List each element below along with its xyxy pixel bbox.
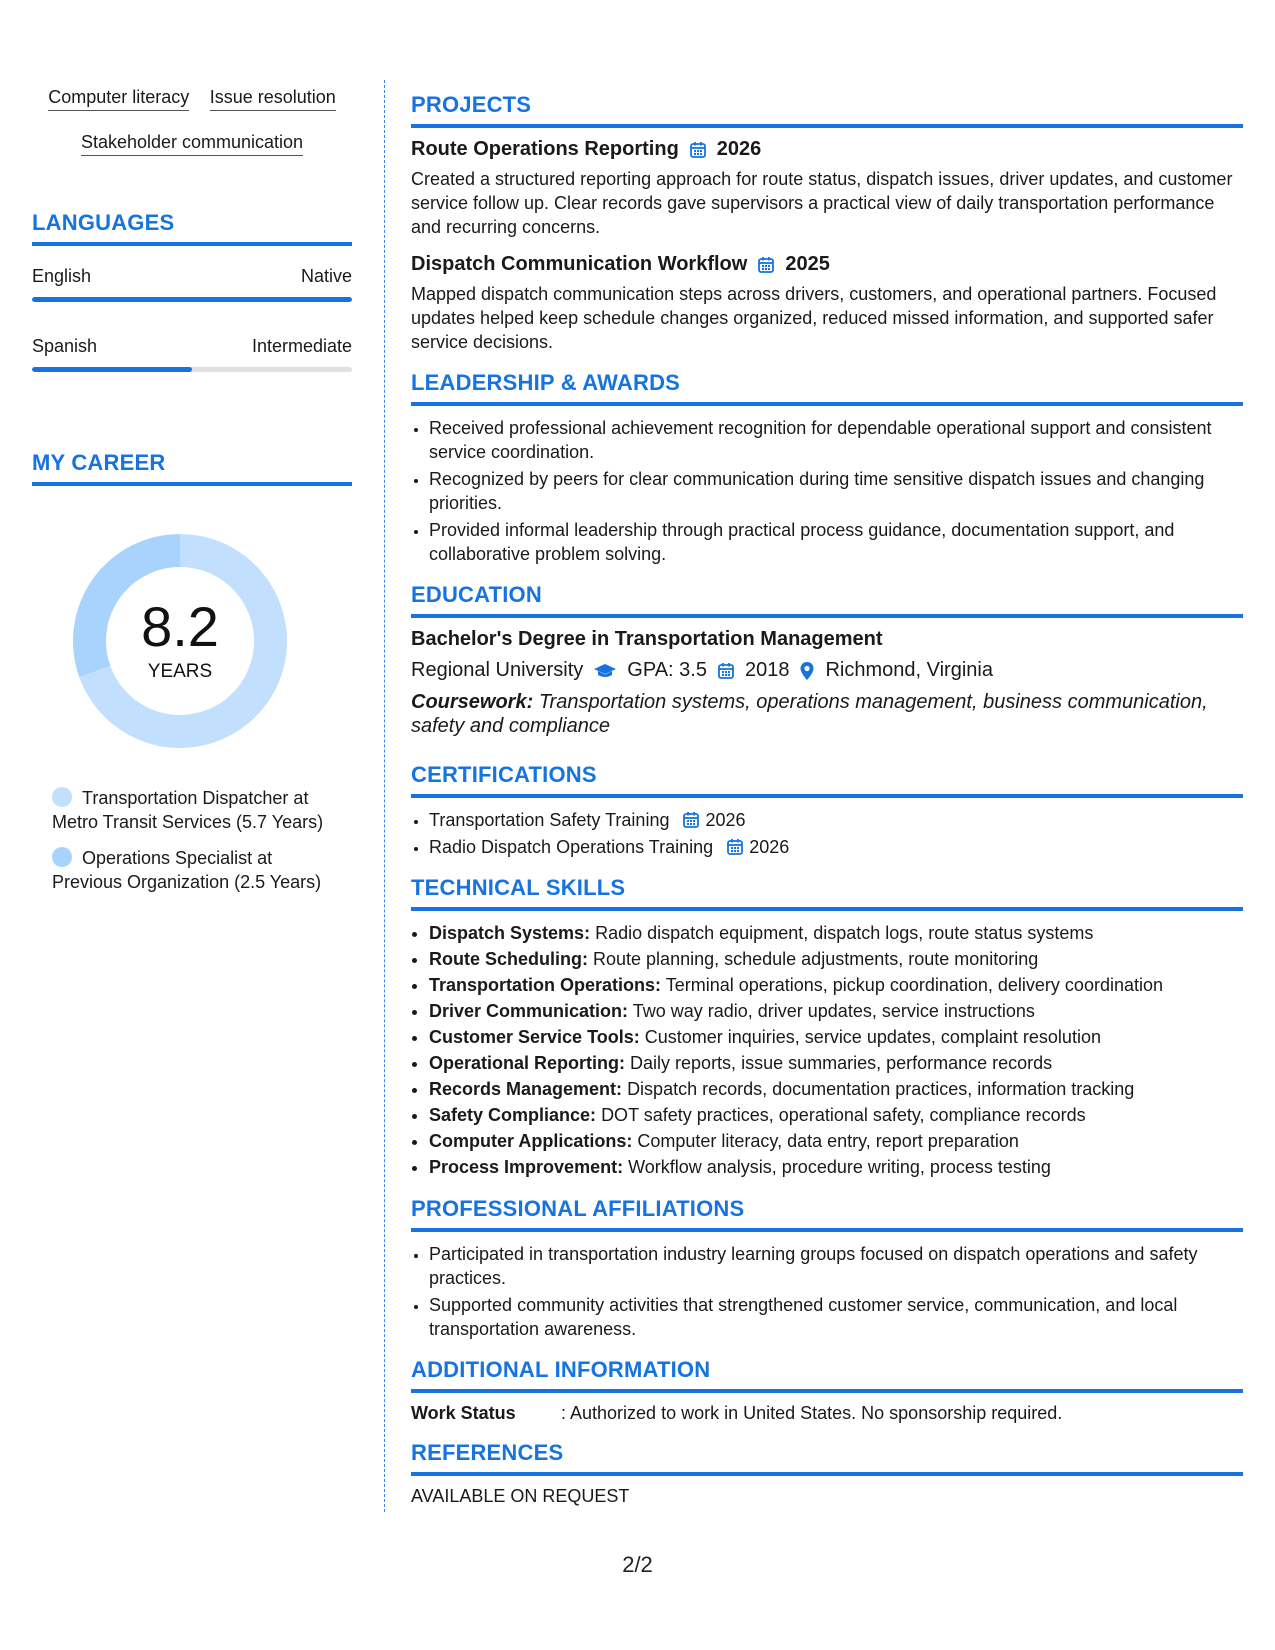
skill-tag: Issue resolution [210, 88, 336, 111]
calendar-icon [726, 838, 744, 856]
certification-name: Radio Dispatch Operations Training [429, 837, 714, 857]
language-item [32, 266, 352, 302]
additional-info-heading: ADDITIONAL INFORMATION [411, 1357, 1243, 1393]
education-section [411, 582, 1243, 738]
language-proficiency-bar [32, 367, 352, 372]
column-divider [384, 80, 385, 1512]
certifications-section [411, 762, 1243, 859]
skill-label: Route Scheduling: [429, 949, 588, 969]
leadership-section [411, 370, 1243, 566]
skill-value: DOT safety practices, operational safety, compliance records [601, 1105, 1086, 1125]
references-section [411, 1440, 1243, 1507]
education-meta [411, 659, 1243, 682]
skill-label: Transportation Operations: [429, 975, 662, 995]
skill-label: Customer Service Tools: [429, 1027, 640, 1047]
skill-value: Workflow analysis, procedure writing, process testing [628, 1157, 1051, 1177]
skill-tag: Stakeholder communication [81, 133, 303, 156]
language-item [32, 336, 352, 372]
technical-skill-item [429, 947, 1243, 972]
language-level: Intermediate [251, 336, 352, 356]
left-column [32, 80, 352, 906]
page-number: 2/2 [622, 1552, 653, 1577]
references-heading: REFERENCES [411, 1440, 1243, 1476]
skill-label: Records Management: [429, 1079, 623, 1099]
certification-name: Transportation Safety Training [429, 810, 670, 830]
education-coursework [411, 690, 1243, 738]
coursework-text: Transportation systems, operations management, business communication, safety and compliance [411, 691, 1208, 737]
education-year: 2018 [744, 659, 790, 681]
certification-year: 2026 [749, 837, 790, 857]
skill-tag: Computer literacy [48, 88, 189, 111]
skill-label: Computer Applications: [429, 1131, 633, 1151]
certifications-heading: CERTIFICATIONS [411, 762, 1243, 798]
certification-year: 2026 [705, 810, 746, 830]
affiliations-section [411, 1196, 1243, 1341]
certification-item [429, 835, 1243, 859]
technical-skill-item [429, 1077, 1243, 1102]
education-degree: Bachelor's Degree in Transportation Management [411, 628, 883, 650]
skill-value: Radio dispatch equipment, dispatch logs, route status systems [595, 923, 1094, 943]
skill-value: Terminal operations, pickup coordination, delivery coordination [665, 975, 1163, 995]
education-gpa: GPA: 3.5 [627, 659, 707, 681]
project-description: Created a structured reporting approach for route status, dispatch issues, driver updates, and customer service follow up. Clear records gave supervisors a practical view of daily transportation performance and recurring concerns. [411, 169, 1233, 237]
career-legend [32, 786, 332, 894]
skill-value: Dispatch records, documentation practices, information tracking [627, 1079, 1135, 1099]
leadership-item: • Received professional achievement recognition for dependable operational support and consistent service coordination. [429, 416, 1243, 464]
project-description: Mapped dispatch communication steps across drivers, customers, and operational partners. Focused updates helped keep schedule changes organized, reduced missed information, and supported safer service decisions. [411, 284, 1217, 352]
technical-skills-section [411, 875, 1243, 1180]
language-proficiency-fill [32, 297, 352, 302]
career-legend-label: Transportation Dispatcher at Metro Transit Services (5.7 Years) [52, 788, 324, 832]
leadership-heading: LEADERSHIP & AWARDS [411, 370, 1243, 406]
skill-label: Safety Compliance: [429, 1105, 597, 1125]
education-school: Regional University [411, 659, 584, 681]
language-name: English [32, 266, 92, 286]
legend-dot-icon [52, 847, 72, 867]
education-location: Richmond, Virginia [825, 659, 993, 681]
technical-skill-item [429, 999, 1243, 1024]
technical-skill-item [429, 921, 1243, 946]
work-status-value: : Authorized to work in United States. No sponsorship required. [561, 1403, 1063, 1423]
affiliation-item: • Participated in transportation industry learning groups focused on dispatch operations and safety practices. [429, 1242, 1243, 1290]
skill-value: Customer inquiries, service updates, complaint resolution [644, 1027, 1101, 1047]
additional-info-section [411, 1357, 1243, 1424]
technical-skill-item [429, 973, 1243, 998]
technical-skills-heading: TECHNICAL SKILLS [411, 875, 1243, 911]
career-total-years: 8.2 [141, 595, 219, 658]
project-title-row [411, 253, 1243, 276]
skill-value: Route planning, schedule adjustments, route monitoring [593, 949, 1039, 969]
career-donut-chart [65, 526, 295, 756]
location-pin-icon [799, 661, 815, 681]
calendar-icon [689, 141, 707, 159]
skill-label: Operational Reporting: [429, 1053, 626, 1073]
legend-dot-icon [52, 787, 72, 807]
career-total-unit: YEARS [147, 661, 213, 682]
leadership-item: • Provided informal leadership through practical process guidance, documentation support, and collaborative problem solving. [429, 518, 1243, 566]
technical-skill-item [429, 1129, 1243, 1154]
technical-skill-item [429, 1155, 1243, 1180]
skill-tags [32, 80, 352, 170]
career-legend-item [52, 786, 332, 834]
skill-label: Dispatch Systems: [429, 923, 591, 943]
calendar-icon [717, 662, 735, 680]
work-status-label: Work Status [411, 1403, 516, 1423]
calendar-icon [682, 811, 700, 829]
career-legend-item [52, 846, 332, 894]
project-name: Route Operations Reporting [411, 138, 679, 160]
affiliations-heading: PROFESSIONAL AFFILIATIONS [411, 1196, 1243, 1232]
project-year: 2025 [785, 253, 830, 275]
leadership-item: • Recognized by peers for clear communication during time sensitive dispatch issues and changing priorities. [429, 467, 1243, 515]
language-proficiency-fill [32, 367, 192, 372]
language-name: Spanish [32, 336, 98, 356]
education-heading: EDUCATION [411, 582, 1243, 618]
skill-value: Daily reports, issue summaries, performance records [630, 1053, 1053, 1073]
affiliation-item: • Supported community activities that strengthened customer service, communication, and local transportation awareness. [429, 1293, 1243, 1341]
career-heading: MY CAREER [32, 450, 352, 486]
career-legend-label: Operations Specialist at Previous Organization (2.5 Years) [52, 848, 322, 892]
technical-skill-item [429, 1051, 1243, 1076]
project-title-row [411, 138, 1243, 161]
languages-heading: LANGUAGES [32, 210, 352, 246]
language-proficiency-bar [32, 297, 352, 302]
skill-label: Driver Communication: [429, 1001, 629, 1021]
technical-skill-item [429, 1025, 1243, 1050]
projects-section [411, 92, 1243, 354]
language-level: Native [300, 266, 352, 286]
projects-heading: PROJECTS [411, 92, 1243, 128]
project-name: Dispatch Communication Workflow [411, 253, 748, 275]
skill-value: Computer literacy, data entry, report preparation [637, 1131, 1019, 1151]
skill-label: Process Improvement: [429, 1157, 624, 1177]
right-column [411, 92, 1243, 1523]
graduation-cap-icon [593, 662, 617, 680]
technical-skill-item [429, 1103, 1243, 1128]
calendar-icon [757, 256, 775, 274]
certification-item [429, 808, 1243, 832]
references-text: AVAILABLE ON REQUEST [411, 1486, 630, 1506]
project-year: 2026 [716, 138, 762, 160]
skill-value: Two way radio, driver updates, service instructions [632, 1001, 1035, 1021]
coursework-label: Coursework: [411, 691, 534, 713]
